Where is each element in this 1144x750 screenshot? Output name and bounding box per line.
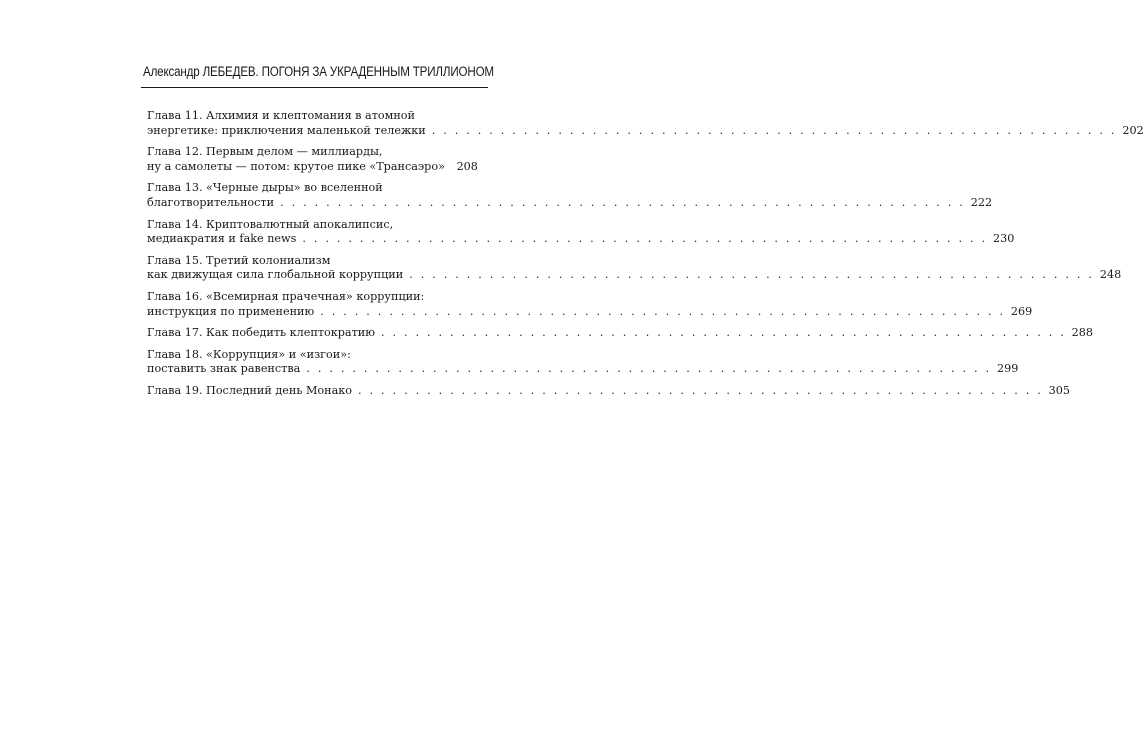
toc-entry bbox=[147, 253, 1122, 283]
toc-entry-line: Глава 14. Криптовалютный апокалипсис, bbox=[147, 217, 394, 231]
toc-page-number: 222 bbox=[970, 195, 993, 209]
toc-entry-line: Глава 16. «Всемирная прачечная» коррупции: bbox=[147, 289, 425, 303]
toc-entry-line bbox=[147, 160, 477, 175]
toc-entry-title: энергетике: приключения маленькой тележки bbox=[147, 123, 426, 137]
toc-entry bbox=[147, 145, 477, 174]
toc-entry-line bbox=[147, 326, 1093, 341]
dot-leader: . . . . . . . . . . . . . . . . . . . . . . . . . . . . . . . . . . . . . . . . . . . . . . . . . . . . . . . . . . . . bbox=[358, 383, 1044, 397]
toc-entry-line: Глава 13. «Черные дыры» во вселенной bbox=[147, 181, 383, 195]
toc-entry bbox=[147, 383, 1071, 399]
toc-entry-title: как движущая сила глобальной коррупции bbox=[147, 268, 404, 282]
toc-page-number: 248 bbox=[1099, 268, 1122, 282]
running-title: Александр ЛЕБЕДЕВ. ПОГОНЯ ЗА УКРАДЕННЫМ ТРИЛЛИОНОМ bbox=[143, 64, 494, 79]
toc-entry-title: медиакратия и fake news bbox=[147, 232, 297, 246]
toc-page-number: 230 bbox=[992, 232, 1015, 246]
toc-entry-line: Глава 18. «Коррупция» и «изгои»: bbox=[147, 347, 351, 361]
toc-entry bbox=[147, 289, 1033, 319]
toc-entry-line bbox=[147, 232, 1015, 247]
toc-entry-line bbox=[147, 304, 1033, 320]
toc-page-number: 288 bbox=[1071, 326, 1093, 340]
toc-page-number: 305 bbox=[1048, 383, 1071, 397]
toc-entry bbox=[147, 326, 1093, 341]
running-header bbox=[141, 60, 494, 88]
toc-entry bbox=[147, 347, 1019, 377]
toc-entry bbox=[147, 109, 1144, 138]
dot-leader: . . . . . . . . . . . . . . . . . . . . . . . . . . . . . . . . . . . . . . . . . . . . . . . . . . . . . . . . . . . . bbox=[320, 304, 1006, 318]
table-of-contents bbox=[147, 109, 1144, 406]
dot-leader: . . . . . . . . . . . . . . . . . . . . . . . . . . . . . . . . . . . . . . . . . . . . . . . . . . . . . . . . . . . . bbox=[280, 195, 966, 209]
toc-entry-line bbox=[147, 195, 993, 211]
toc-entry-title: поставить знак равенства bbox=[147, 362, 301, 376]
dot-leader: . . . . . . . . . . . . . . . . . . . . . . . . . . . . . . . . . . . . . . . . . . . . . . . . . . . . . . . . . . . . bbox=[380, 326, 1066, 340]
toc-entry-line: Глава 12. Первым делом — миллиарды, bbox=[147, 145, 383, 159]
dot-leader: . . . . . . . . . . . . . . . . . . . . . . . . . . . . . . . . . . . . . . . . . . . . . . . . . . . . . . . . . . . . bbox=[431, 123, 1117, 137]
toc-entry-line: Глава 11. Алхимия и клептомания в атомной bbox=[147, 109, 415, 122]
toc-page-number: 299 bbox=[996, 362, 1019, 376]
toc-entry-line bbox=[147, 383, 1071, 399]
toc-entry-title: Глава 19. Последний день Монако bbox=[147, 383, 353, 397]
toc-entry-line: Глава 15. Третий колониализм bbox=[147, 253, 331, 267]
toc-entry bbox=[147, 181, 993, 210]
toc-page-number: 202 bbox=[1122, 123, 1144, 137]
toc-entry-title: инструкция по применению bbox=[147, 304, 315, 318]
dot-leader: . . . . . . . . . . . . . . . . . . . . . . . . . . . . . . . . . . . . . . . . . . . . . . . . . . . . . . . . . . . . bbox=[302, 232, 988, 246]
toc-page-number: 208 bbox=[456, 159, 478, 173]
toc-entry-title: ну а самолеты — потом: крутое пике «Трансаэро» bbox=[147, 159, 445, 173]
toc-entry-line bbox=[147, 268, 1122, 283]
toc-entry-line bbox=[147, 123, 1144, 139]
toc-page-number: 269 bbox=[1010, 304, 1033, 318]
toc-entry bbox=[147, 217, 1015, 247]
dot-leader: . . . . . . . . . . . . . . . . . . . . . . . . . . . . . . . . . . . . . . . . . . . . . . . . . . . . . . . . . . . . bbox=[306, 362, 992, 376]
toc-entry-line bbox=[147, 362, 1019, 377]
toc-entry-title: благотворительности bbox=[147, 195, 275, 209]
toc-entry-title: Глава 17. Как победить клептократию bbox=[147, 326, 375, 340]
dot-leader: . . . . . . . . . . . . . . . . . . . . . . . . . . . . . . . . . . . . . . . . . . . . . . . . . . . . . . . . . . . . bbox=[409, 268, 1095, 282]
